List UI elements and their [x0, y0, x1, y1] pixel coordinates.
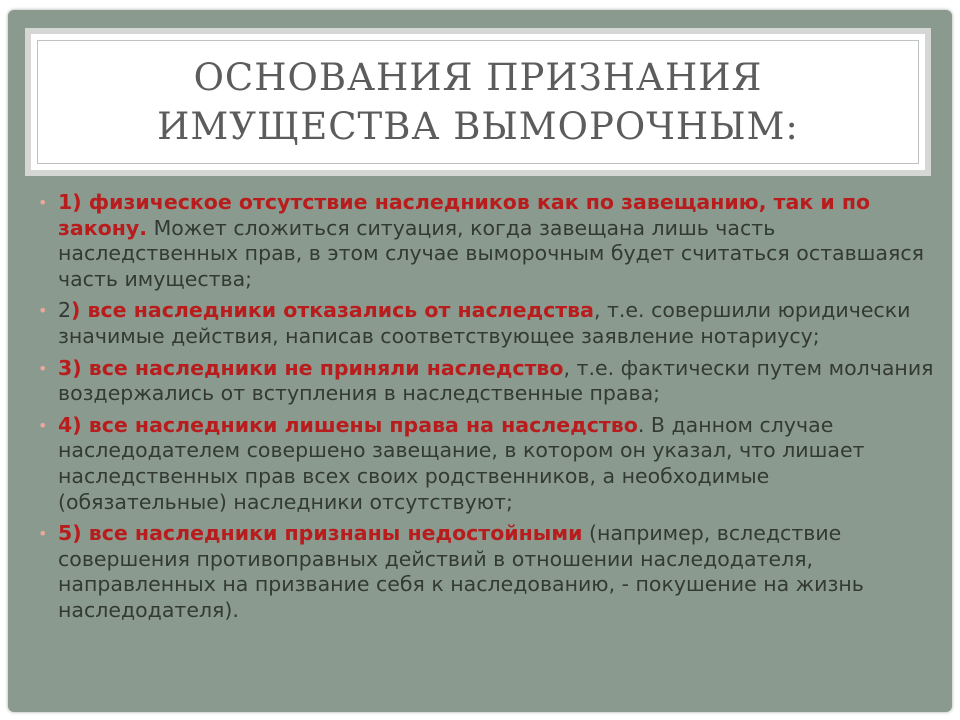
list-item: [38, 413, 943, 515]
list-item: [38, 298, 943, 349]
bullet-icon: •: [38, 415, 48, 435]
bullet-icon: •: [38, 524, 48, 544]
slide-title-line-2: ИМУЩЕСТВА ВЫМОРОЧНЫМ:: [157, 105, 799, 148]
list-item: [38, 521, 943, 623]
item-prefix: 2: [58, 298, 72, 323]
item-highlight: 1) физическое отсутствие наследников как по завещанию, так и по закону.: [58, 190, 871, 240]
item-text: (например, вследствие совершения противоправных действий в отношении наследодателя, направленных на призвание себя к наследованию, - покушение на жизнь наследодателя).: [58, 521, 864, 622]
item-highlight: ) все наследники отказались от наследства: [71, 298, 594, 323]
title-frame: [37, 40, 919, 164]
title-box: [25, 28, 931, 176]
item-text: . В данном случае наследодателем совершено завещание, в котором он указал, что лишает наследственных прав всех своих родственников, а необходимые (обязательные) наследники отсутствуют;: [58, 412, 865, 514]
item-highlight: 4) все наследники лишены права на наследство: [58, 412, 638, 437]
item-highlight: 5) все наследники признаны недостойными: [58, 521, 583, 546]
item-text: Может сложиться ситуация, когда завещана лишь часть наследственных прав, в этом случае выморочным будет считаться оставшаяся часть имущества;: [58, 215, 924, 291]
item-text: , т.е. фактически путем молчания воздержались от вступления в наследственные права;: [58, 355, 934, 406]
bullet-icon: •: [38, 301, 48, 321]
bullet-icon: •: [38, 358, 48, 378]
slide-title-line-1: ОСНОВАНИЯ ПРИЗНАНИЯ: [193, 56, 763, 99]
item-text: , т.е. совершили юридически значимые действия, написав соответствующее заявление нотариусу;: [58, 298, 911, 348]
slide: [8, 10, 952, 712]
bullet-icon: •: [38, 193, 48, 212]
bullet-list: [38, 190, 943, 630]
list-item: [38, 356, 943, 407]
list-item: [38, 190, 943, 292]
item-highlight: 3) все наследники не приняли наследство: [58, 355, 564, 380]
